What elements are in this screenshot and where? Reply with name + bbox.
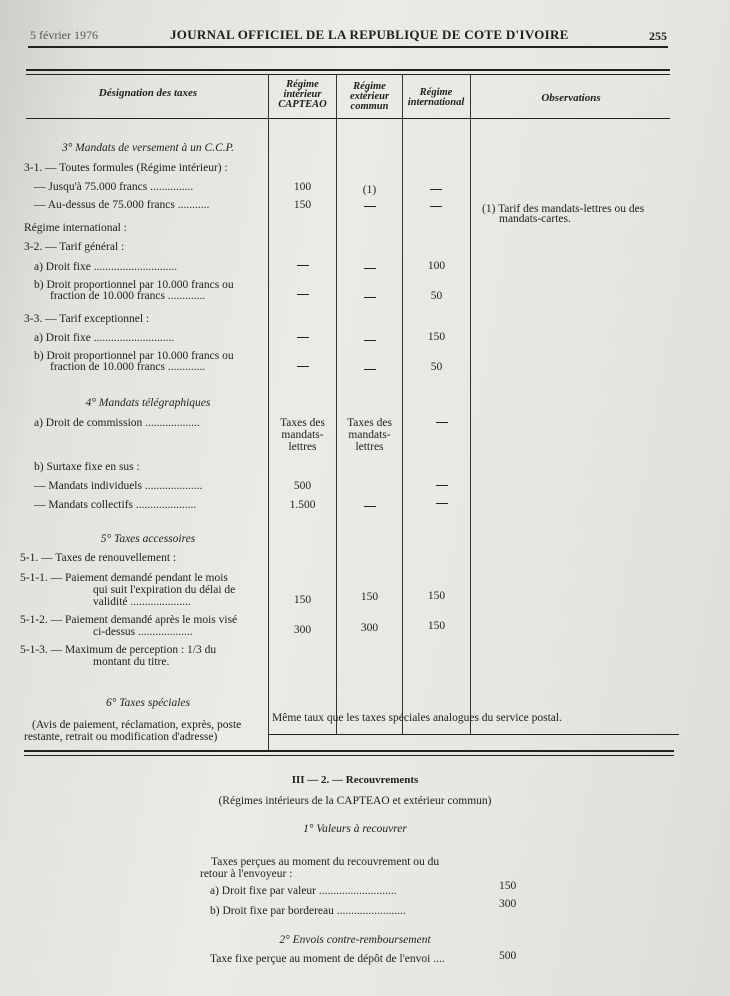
row-label: 5-1-2. — Paiement demandé après le mois visé <box>20 614 238 626</box>
recouvrements-row: a) Droit fixe par valeur ........................... <box>210 885 397 897</box>
empty-cell-dash <box>297 265 309 266</box>
empty-cell-dash <box>430 206 442 207</box>
row-label: — Mandats collectifs ..................... <box>34 499 197 511</box>
cell-international: 50 <box>430 290 443 302</box>
cell-exterieur: 300 <box>360 622 379 634</box>
section-title: 3° Mandats de versement à un C.C.P. <box>61 142 235 154</box>
recouvrements-value: 300 <box>499 898 517 910</box>
empty-cell-dash <box>297 366 309 367</box>
column-divider <box>402 74 403 734</box>
column-header-international: Régime international <box>407 87 465 108</box>
table-top-rule-thin <box>26 74 670 75</box>
column-divider <box>336 74 337 734</box>
observation-note: mandats-cartes. <box>499 213 571 225</box>
cell-international: 150 <box>427 620 446 632</box>
column-header-interieur: Régime intérieur CAPTEAO <box>278 79 327 110</box>
cell-interieur: 100 <box>293 181 312 193</box>
empty-cell-dash <box>297 294 309 295</box>
page-number: 255 <box>649 29 667 43</box>
cell-exterieur: (1) <box>362 184 377 196</box>
section-title: 5° Taxes accessoires <box>100 533 196 545</box>
table-bottom-rule <box>269 734 679 735</box>
recouvrements-subheading: (Régimes intérieurs de la CAPTEAO et extérieur commun) <box>218 795 492 807</box>
row-label: fraction de 10.000 francs ............. <box>50 361 206 373</box>
row-label: validité ..................... <box>93 596 191 608</box>
observation-note: (1) Tarif des mandats-lettres ou des <box>482 203 645 215</box>
cell-interieur: 150 <box>293 594 312 606</box>
table-bottom-rule <box>24 750 674 752</box>
row-label: — Au-dessus de 75.000 francs ........... <box>34 199 210 211</box>
cell-international: 150 <box>427 590 446 602</box>
row-label: b) Surtaxe fixe en sus : <box>34 461 140 473</box>
row-label: 3-1. — Toutes formules (Régime intérieur) : <box>24 162 228 174</box>
row-label: a) Droit de commission ................... <box>34 417 200 429</box>
row-label: b) Droit proportionnel par 10.000 francs ou <box>34 279 234 291</box>
recouvrements-heading: III — 2. — Recouvrements <box>291 774 419 786</box>
cell-international: 100 <box>427 260 446 272</box>
row-label: b) Droit proportionnel par 10.000 francs ou <box>34 350 234 362</box>
row-label: fraction de 10.000 francs ............. <box>50 290 206 302</box>
special-taxes-note: Même taux que les taxes spéciales analogues du service postal. <box>272 712 562 724</box>
column-divider <box>268 74 269 750</box>
row-label: qui suit l'expiration du délai de <box>93 584 236 596</box>
column-header-exterieur: Régime extérieur commun <box>349 81 390 112</box>
row-label: — Jusqu'à 75.000 francs ............... <box>34 181 194 193</box>
row-label: 5-1-1. — Paiement demandé pendant le mois <box>20 572 228 584</box>
row-label: a) Droit fixe ............................ <box>34 332 175 344</box>
row-label: a) Droit fixe ............................. <box>34 261 178 273</box>
cell-interieur: 500 <box>293 480 312 492</box>
empty-cell-dash <box>364 340 376 341</box>
cell-interieur: Taxes des mandats- lettres <box>280 417 325 453</box>
table-bottom-rule-thin <box>24 755 674 756</box>
row-label: — Mandats individuels .................... <box>34 480 203 492</box>
recouvrements-value: 150 <box>499 880 517 892</box>
row-label: montant du titre. <box>93 656 170 668</box>
recouvrements-intro: Taxes perçues au moment du recouvrement ou du <box>211 856 440 868</box>
empty-cell-dash <box>364 506 376 507</box>
empty-cell-dash <box>436 503 448 504</box>
cell-international: 150 <box>427 331 446 343</box>
row-label: 3-3. — Tarif exceptionnel : <box>24 313 150 325</box>
row-label: 5-1. — Taxes de renouvellement : <box>20 552 177 564</box>
header-rule <box>28 46 668 48</box>
cell-exterieur: Taxes des mandats- lettres <box>347 417 392 453</box>
row-label: Régime international : <box>24 222 127 234</box>
empty-cell-dash <box>364 297 376 298</box>
section-title: 1° Valeurs à recouvrer <box>303 823 407 835</box>
recouvrements-row: Taxe fixe perçue au moment de dépôt de l'envoi .... <box>210 953 445 965</box>
journal-title: JOURNAL OFFICIEL DE LA REPUBLIQUE DE COTE D'IVOIRE <box>170 27 569 42</box>
row-label: 5-1-3. — Maximum de perception : 1/3 du <box>20 644 217 656</box>
recouvrements-intro: retour à l'envoyeur : <box>200 868 293 880</box>
table-top-rule <box>26 69 670 71</box>
empty-cell-dash <box>436 422 448 423</box>
row-label: (Avis de paiement, réclamation, exprès, poste <box>32 719 242 731</box>
empty-cell-dash <box>364 206 376 207</box>
cell-international: 50 <box>430 361 443 373</box>
issue-date: 5 février 1976 <box>30 28 98 42</box>
row-label: 3-2. — Tarif général : <box>24 241 125 253</box>
column-header-rule <box>26 118 670 119</box>
section-title: 2° Envois contre-remboursement <box>279 934 431 946</box>
cell-interieur: 1.500 <box>289 499 316 511</box>
recouvrements-row: b) Droit fixe par bordereau ........................ <box>210 905 406 917</box>
column-divider <box>470 74 471 734</box>
row-label: ci-dessus ................... <box>93 626 193 638</box>
column-header-observations: Observations <box>541 92 601 104</box>
empty-cell-dash <box>297 337 309 338</box>
section-title: 6° Taxes spéciales <box>105 697 191 709</box>
empty-cell-dash <box>364 268 376 269</box>
cell-exterieur: 150 <box>360 591 379 603</box>
empty-cell-dash <box>364 369 376 370</box>
cell-interieur: 300 <box>293 624 312 636</box>
empty-cell-dash <box>436 485 448 486</box>
column-header-designation: Désignation des taxes <box>98 87 198 99</box>
section-title: 4° Mandats télégraphiques <box>85 397 211 409</box>
cell-interieur: 150 <box>293 199 312 211</box>
recouvrements-value: 500 <box>499 950 517 962</box>
row-label: restante, retrait ou modification d'adresse) <box>24 731 218 743</box>
empty-cell-dash <box>430 189 442 190</box>
